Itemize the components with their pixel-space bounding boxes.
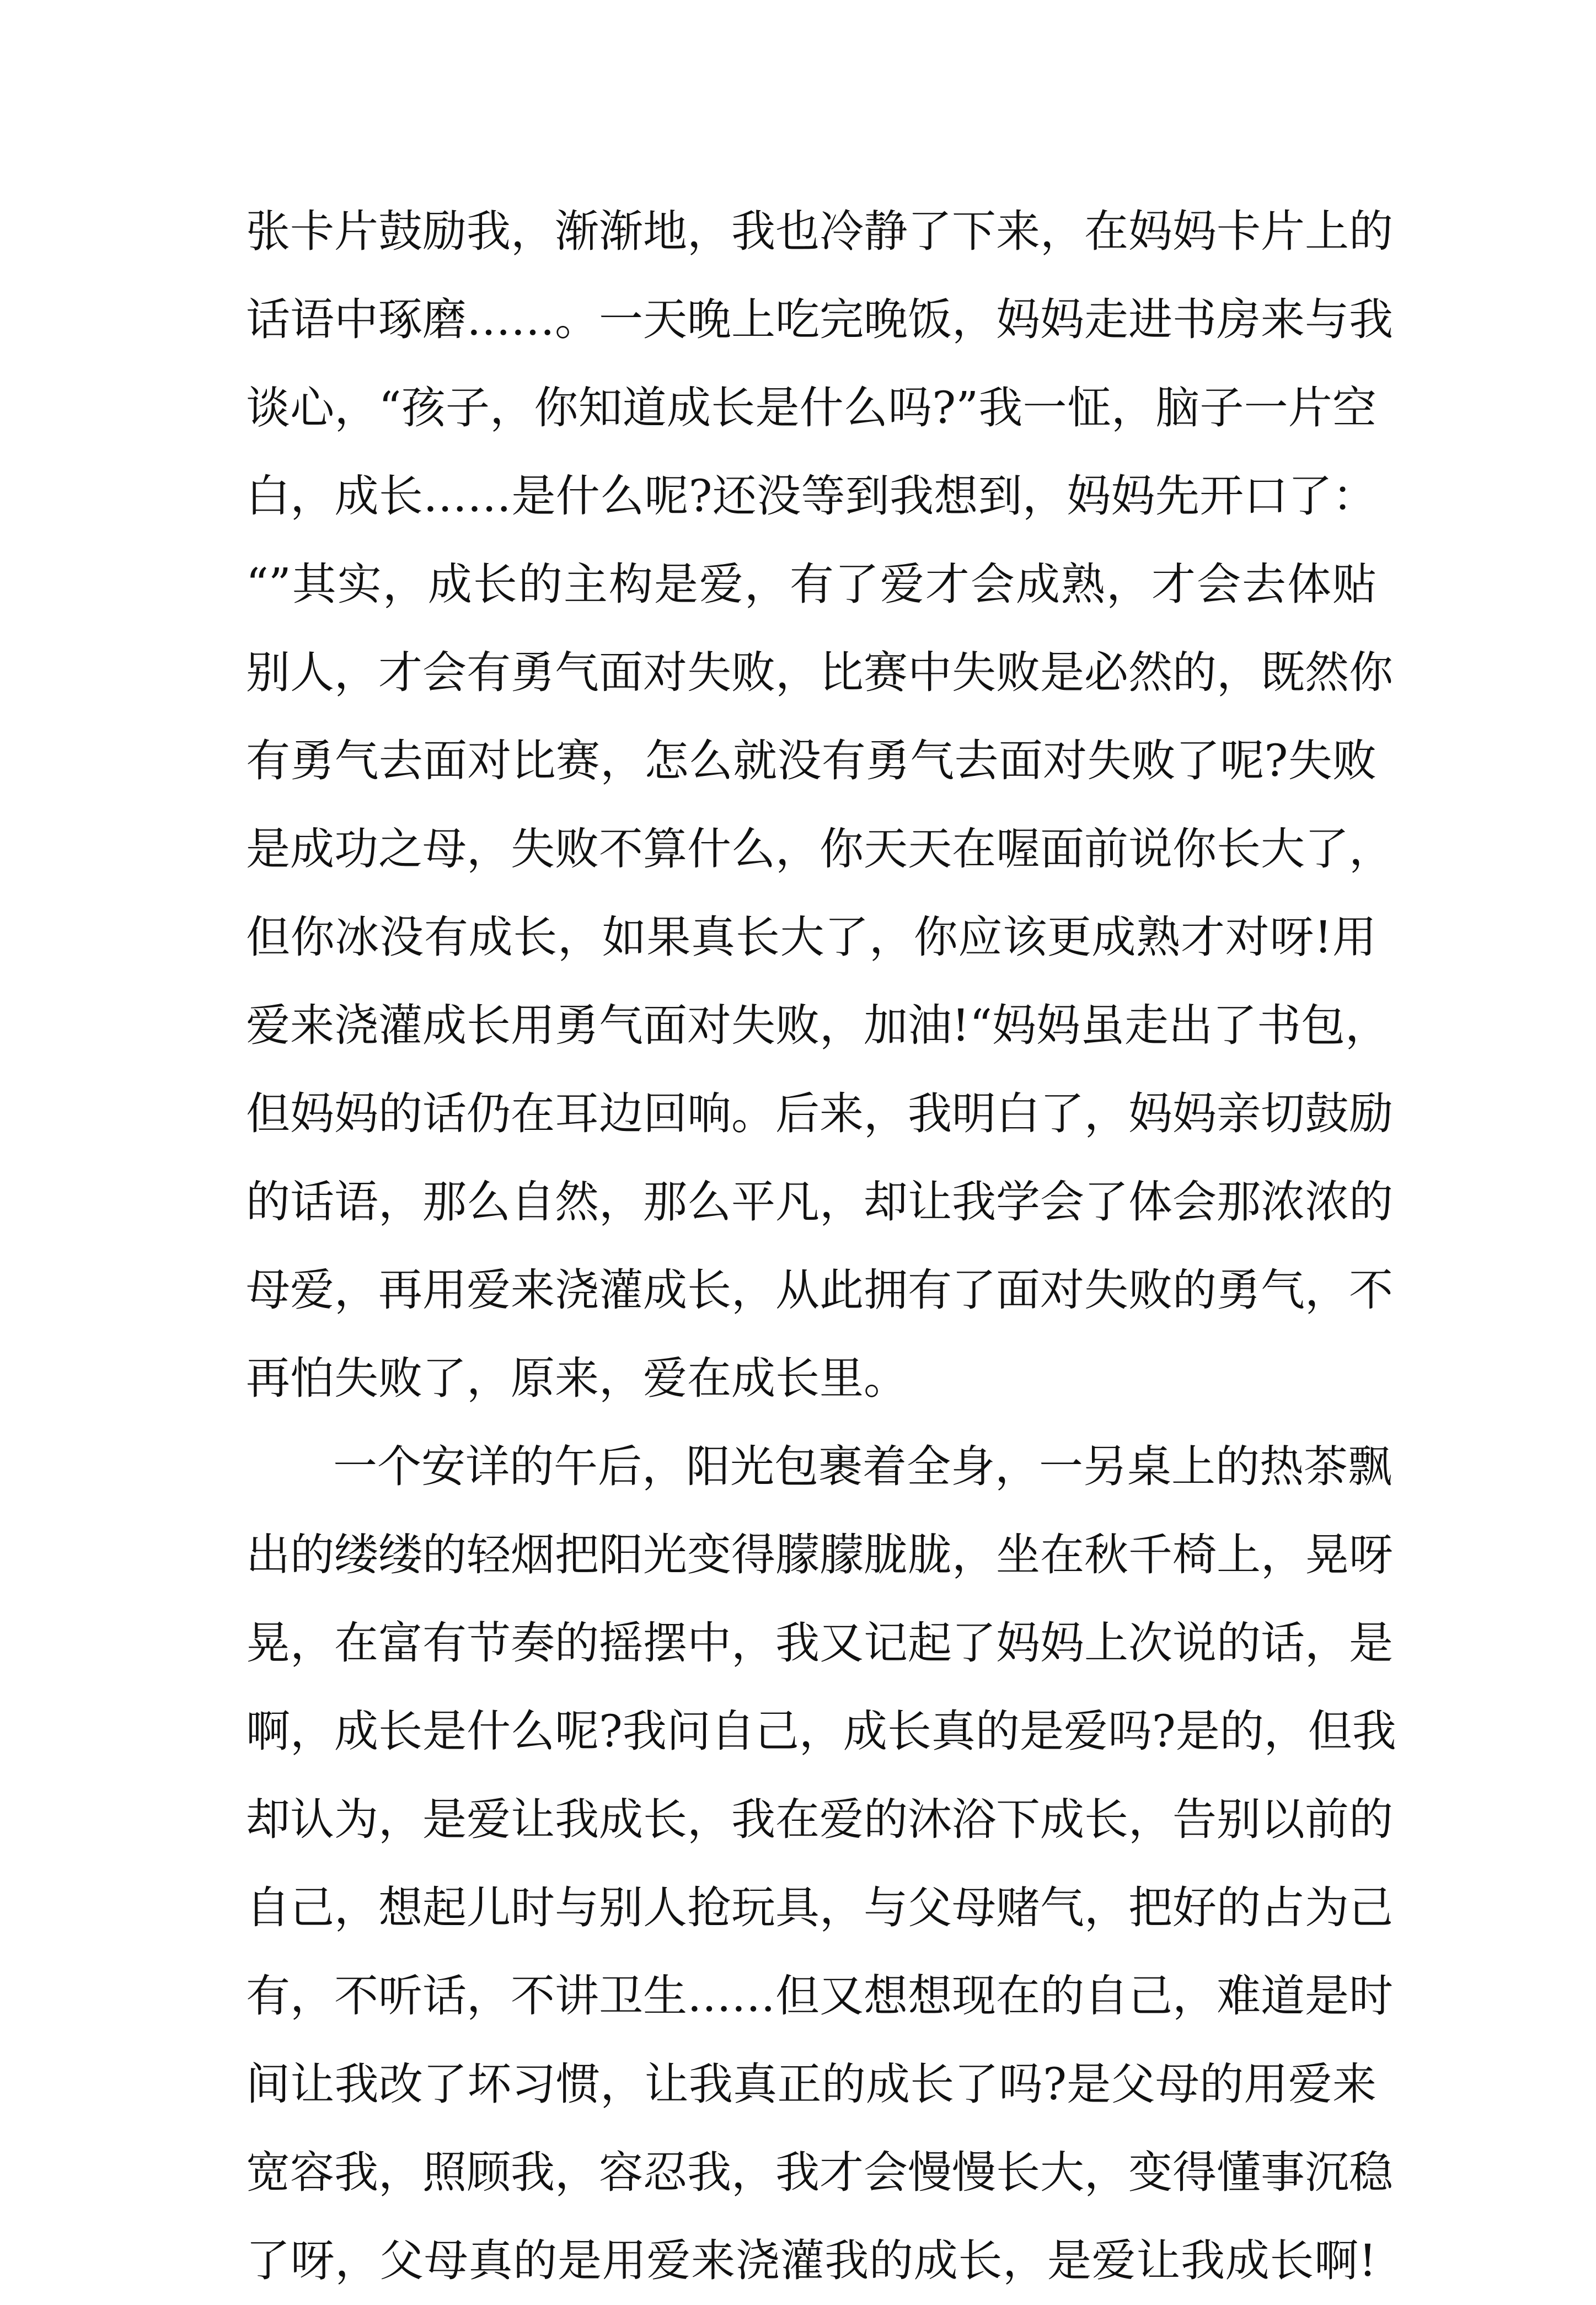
text-line: 宽容我，照顾我，容忍我，我才会慢慢长大，变得懂事沉稳 xyxy=(246,2147,1393,2198)
paragraph-end-line: 再怕失败了，原来，爱在成长里。 xyxy=(246,1353,908,1404)
text-line: 母爱，再用爱来浇灌成长，从此拥有了面对失败的勇气，不 xyxy=(246,1264,1393,1316)
text-line: 白，成长……是什么呢?还没等到我想到，妈妈先开口了： xyxy=(246,470,1377,522)
text-line: 自己，想起儿时与别人抢玩具，与父母赌气，把好的占为己 xyxy=(246,1882,1393,1933)
text-line: 张卡片鼓励我，渐渐地，我也冷静了下来，在妈妈卡片上的 xyxy=(246,206,1393,257)
text-line: “”其实，成长的主构是爱，有了爱才会成熟，才会去体贴 xyxy=(246,559,1377,610)
text-line: 别人，才会有勇气面对失败，比赛中失败是必然的，既然你 xyxy=(246,647,1393,698)
text-line: 是成功之母，失败不算什么，你天天在喔面前说你长大了， xyxy=(246,823,1393,875)
text-line: 爱来浇灌成长用勇气面对失败，加油!“妈妈虽走出了书包， xyxy=(246,1000,1390,1051)
text-line: 啊，成长是什么呢?我问自己，成长真的是爱吗?是的，但我 xyxy=(246,1706,1396,1757)
paragraph-start-line: 一个安详的午后，阳光包裹着全身，一另桌上的热茶飘 xyxy=(333,1441,1392,1492)
text-line: 话语中琢磨……。一天晚上吃完晚饭，妈妈走进书房来与我 xyxy=(246,294,1393,345)
text-line: 但你冰没有成长，如果真长大了，你应该更成熟才对呀!用 xyxy=(246,912,1377,963)
text-line: 间让我改了坏习惯，让我真正的成长了吗?是父母的用爱来 xyxy=(246,2059,1377,2110)
text-line: 但妈妈的话仍在耳边回响。后来，我明白了，妈妈亲切鼓励 xyxy=(246,1088,1393,1139)
text-line: 却认为，是爱让我成长，我在爱的沐浴下成长，告别以前的 xyxy=(246,1794,1393,1845)
text-line: 有勇气去面对比赛，怎么就没有勇气去面对失败了呢?失败 xyxy=(246,735,1377,786)
text-line: 了呀，父母真的是用爱来浇灌我的成长，是爱让我成长啊! xyxy=(246,2235,1377,2286)
text-line: 有，不听话，不讲卫生……但又想想现在的自己，难道是时 xyxy=(246,1970,1393,2022)
text-line: 出的缕缕的轻烟把阳光变得朦朦胧胧，坐在秋千椅上，晃呀 xyxy=(246,1529,1393,1580)
text-line: 晃，在富有节奏的摇摆中，我又记起了妈妈上次说的话，是 xyxy=(246,1617,1393,1669)
text-line: 谈心，“孩子，你知道成长是什么吗?”我一怔，脑子一片空 xyxy=(246,382,1377,433)
text-line: 的话语，那么自然，那么平凡，却让我学会了体会那浓浓的 xyxy=(246,1176,1393,1227)
